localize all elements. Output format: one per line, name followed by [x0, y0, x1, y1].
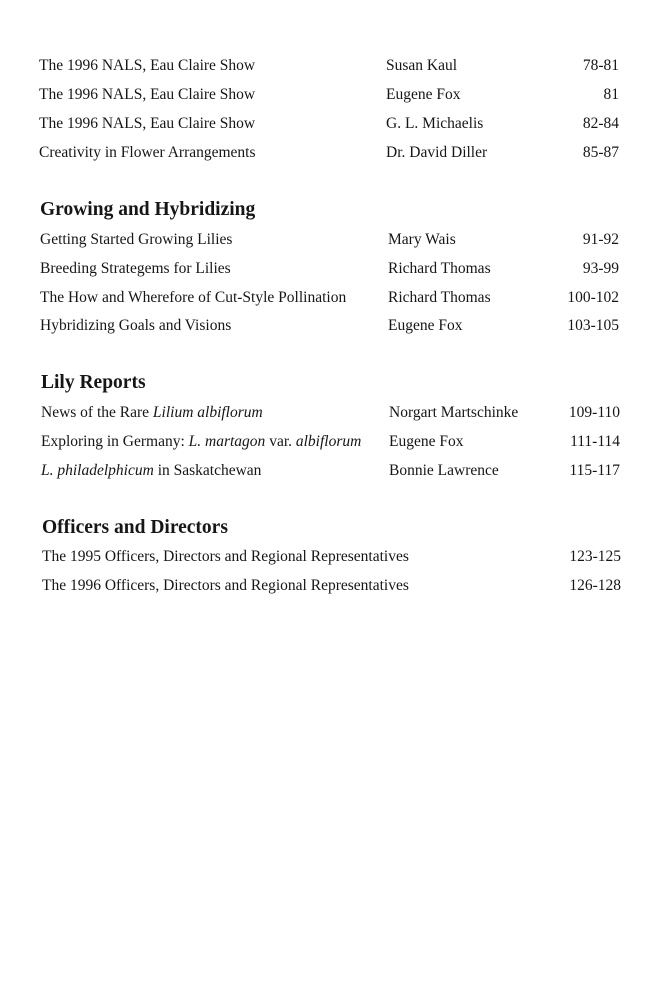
page-range: 109-110 [568, 404, 620, 421]
article-title: News of the Rare Lilium albiflorum [41, 404, 263, 421]
toc-row [41, 398, 620, 427]
article-title: Breeding Strategems for Lilies [40, 260, 231, 277]
article-title: The 1996 Officers, Directors and Regional Representatives [42, 577, 409, 594]
page-range: 82-84 [582, 115, 619, 132]
page-range: 103-105 [567, 317, 619, 334]
article-title: The 1996 NALS, Eau Claire Show [39, 57, 256, 74]
toc-row [42, 542, 621, 571]
article-author: G. L. Michaelis [386, 115, 484, 132]
toc-row [42, 571, 621, 600]
toc-row [39, 109, 619, 138]
article-title: The How and Wherefore of Cut-Style Pollination [40, 289, 347, 306]
toc-row [40, 225, 619, 254]
article-author: Eugene Fox [389, 433, 464, 450]
toc-row [40, 283, 619, 312]
page-range: 123-125 [569, 548, 621, 565]
section-heading: Officers and Directors [42, 517, 228, 538]
article-title: L. philadelphicum in Saskatchewan [41, 462, 262, 479]
toc-row [39, 80, 619, 109]
article-title: Hybridizing Goals and Visions [40, 317, 232, 334]
toc-row [41, 427, 620, 456]
page-range: 93-99 [582, 260, 619, 277]
article-author: Richard Thomas [388, 260, 491, 277]
article-author: Mary Wais [388, 231, 456, 248]
page-range: 81 [603, 86, 619, 103]
article-title: Creativity in Flower Arrangements [39, 144, 256, 161]
article-author: Norgart Martschinke [389, 404, 519, 421]
article-author: Bonnie Lawrence [389, 462, 499, 479]
article-author: Eugene Fox [388, 317, 463, 334]
page-range: 100-102 [567, 289, 619, 306]
page-range: 115-117 [569, 462, 620, 479]
article-author: Dr. David Diller [386, 144, 488, 161]
article-author: Eugene Fox [386, 86, 461, 103]
toc-row [39, 138, 619, 167]
article-title: The 1996 NALS, Eau Claire Show [39, 86, 256, 103]
toc-row [41, 456, 620, 485]
article-author: Susan Kaul [386, 57, 458, 74]
article-title: Exploring in Germany: L. martagon var. albiflorum [41, 433, 362, 450]
page-range: 85-87 [582, 144, 619, 161]
page-range: 111-114 [570, 433, 620, 450]
toc-row [39, 51, 619, 80]
section-heading: Growing and Hybridizing [40, 199, 256, 220]
article-author: Richard Thomas [388, 289, 491, 306]
article-title: The 1995 Officers, Directors and Regional Representatives [42, 548, 409, 565]
article-title: Getting Started Growing Lilies [40, 231, 233, 248]
toc-row [40, 311, 619, 340]
toc-row [40, 254, 619, 283]
section-heading: Lily Reports [41, 372, 146, 393]
page-range: 126-128 [569, 577, 621, 594]
page-range: 78-81 [582, 57, 619, 74]
article-title: The 1996 NALS, Eau Claire Show [39, 115, 256, 132]
page-range: 91-92 [582, 231, 619, 248]
